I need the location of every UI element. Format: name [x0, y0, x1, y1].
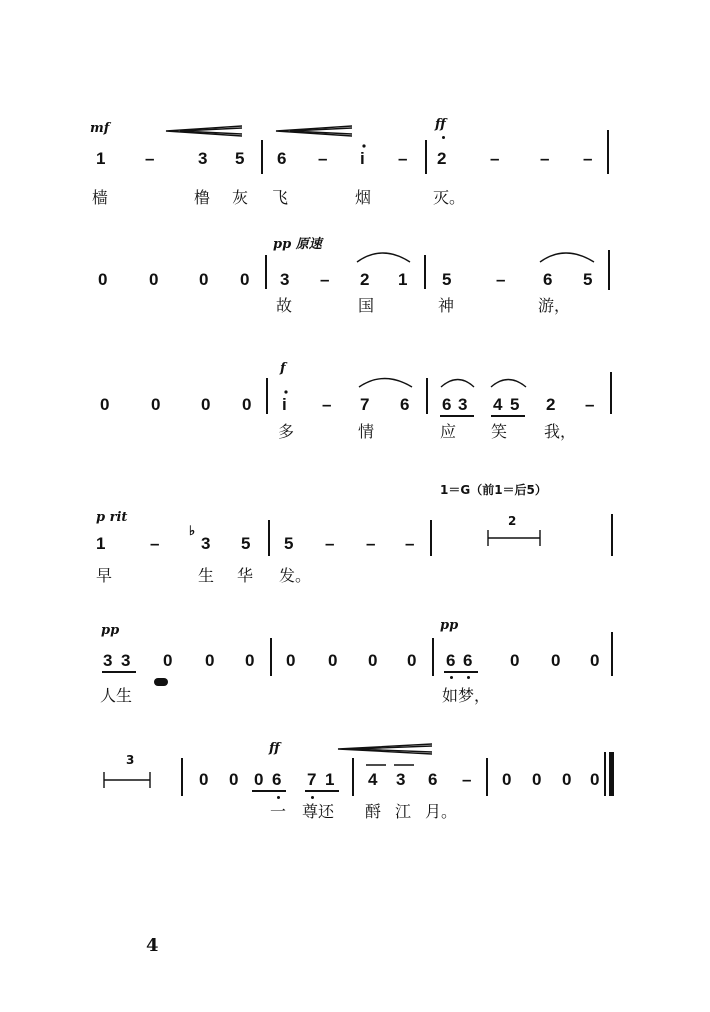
dynamic-mf: mf — [90, 121, 110, 136]
note: 6 — [272, 770, 282, 789]
lyric: 灭。 — [433, 188, 466, 207]
note: 3 — [103, 651, 113, 670]
dash: – — [318, 149, 328, 168]
bracket-count: 3 — [126, 753, 135, 767]
dynamic-p-rit: p rit — [96, 510, 128, 525]
note: 5 — [235, 149, 245, 168]
rest: 0 — [328, 651, 338, 670]
dash: – — [320, 270, 330, 289]
rest: 0 — [201, 395, 211, 414]
note: 3 — [458, 395, 468, 414]
note: 2 — [546, 395, 556, 414]
note: 6 — [463, 651, 473, 670]
dynamic-pp: pp — [101, 623, 120, 638]
rest: 0 — [151, 395, 161, 414]
lyric: 灰 — [232, 188, 249, 207]
lyric: 华 — [237, 566, 254, 585]
page-number: 4 — [146, 935, 159, 956]
note: 3 — [198, 149, 208, 168]
lyric: 情 — [358, 422, 375, 441]
lyric: 神 — [438, 296, 455, 315]
note: 5 — [284, 534, 294, 553]
bracket-count: 2 — [508, 514, 517, 528]
lyric: 国 — [358, 296, 375, 315]
rest: 0 — [242, 395, 252, 414]
slur — [441, 380, 474, 388]
lyric: 酹 — [365, 802, 382, 821]
note: 1 — [398, 270, 408, 289]
dash: – — [366, 534, 376, 553]
lyric: 游， — [538, 296, 571, 315]
lyric: 笑 — [491, 422, 508, 441]
note: 3 — [121, 651, 131, 670]
lyric: 月。 — [425, 802, 458, 821]
rest: 0 — [502, 770, 512, 789]
note: 3 — [201, 534, 211, 553]
rest: 0 — [100, 395, 110, 414]
lyric: 发。 — [279, 566, 312, 585]
rest: 0 — [551, 651, 561, 670]
lyric: 我， — [544, 422, 577, 441]
note: 4 — [493, 395, 503, 414]
note-high: i — [282, 395, 287, 414]
lyric: 飞 — [272, 188, 289, 207]
dash: – — [150, 534, 160, 553]
note: 7 — [360, 395, 370, 414]
crescendo-hairpin — [276, 126, 352, 136]
note-high: i — [360, 149, 365, 168]
lyric: 应 — [440, 422, 457, 441]
rest: 0 — [149, 270, 159, 289]
rest: 0 — [205, 651, 215, 670]
rest: 0 — [368, 651, 378, 670]
lyric: 如梦， — [442, 686, 491, 705]
note: 1 — [96, 534, 106, 553]
note: 6 — [428, 770, 438, 789]
rest: 0 — [286, 651, 296, 670]
note: 1 — [96, 149, 106, 168]
rest: 0 — [98, 270, 108, 289]
lyric: 早 — [96, 566, 113, 585]
dynamic-ff: ff — [435, 117, 446, 132]
dash: – — [145, 149, 155, 168]
note: 7 — [307, 770, 317, 789]
note: 3 — [396, 770, 406, 789]
dynamic-f: f — [280, 361, 286, 376]
slur — [357, 253, 410, 262]
note: 5 — [583, 270, 593, 289]
lyric: 一 — [270, 802, 287, 821]
dynamic-pp: pp — [440, 618, 459, 633]
rest: 0 — [590, 651, 600, 670]
slur — [491, 380, 526, 388]
lyric: 橹 — [194, 188, 211, 207]
rest: 0 — [590, 770, 600, 789]
note: 2 — [360, 270, 370, 289]
dash: – — [583, 149, 593, 168]
dash: – — [322, 395, 332, 414]
dash: – — [398, 149, 408, 168]
lyric: 故 — [276, 296, 293, 315]
octave-dot — [284, 390, 287, 393]
tempo-mark: pp 原速 — [273, 237, 322, 252]
note: 1 — [325, 770, 335, 789]
rest: 0 — [254, 770, 264, 789]
dash: – — [405, 534, 415, 553]
note: 6 — [277, 149, 287, 168]
lyric: 多 — [278, 422, 295, 441]
note: 5 — [510, 395, 520, 414]
dash: – — [490, 149, 500, 168]
note: 6 — [400, 395, 410, 414]
slur — [540, 253, 594, 262]
lyric: 人生 — [100, 686, 133, 705]
slur — [359, 379, 412, 388]
dash: – — [540, 149, 550, 168]
note: 6 — [543, 270, 553, 289]
rest: 0 — [229, 770, 239, 789]
repeat-bracket — [488, 530, 540, 546]
crescendo-hairpin — [166, 126, 242, 136]
lyric: 江 — [395, 802, 412, 821]
dynamic-ff: ff — [269, 741, 280, 756]
note: 6 — [442, 395, 452, 414]
lyric: 生 — [198, 566, 215, 585]
rest: 0 — [245, 651, 255, 670]
note: 6 — [446, 651, 456, 670]
note: 2 — [437, 149, 447, 168]
note: 4 — [368, 770, 378, 789]
rest: 0 — [532, 770, 542, 789]
lyric: 烟 — [355, 188, 372, 207]
octave-dot — [362, 144, 365, 147]
rest: 0 — [240, 270, 250, 289]
dash: – — [496, 270, 506, 289]
rest: 0 — [510, 651, 520, 670]
dash: – — [325, 534, 335, 553]
rest: 0 — [199, 270, 209, 289]
dash: – — [585, 395, 595, 414]
repeat-bracket — [104, 772, 150, 788]
note: 5 — [442, 270, 452, 289]
lyric: 尊还 — [302, 802, 335, 821]
dash: – — [462, 770, 472, 789]
rest: 0 — [407, 651, 417, 670]
rest: 0 — [199, 770, 209, 789]
rest: 0 — [562, 770, 572, 789]
note: 3 — [280, 270, 290, 289]
key-change: 1＝G（前1＝后5） — [440, 483, 547, 497]
rest: 0 — [163, 651, 173, 670]
flat-sign: ♭ — [189, 523, 196, 538]
note: 5 — [241, 534, 251, 553]
lyric: 樯 — [92, 188, 109, 207]
